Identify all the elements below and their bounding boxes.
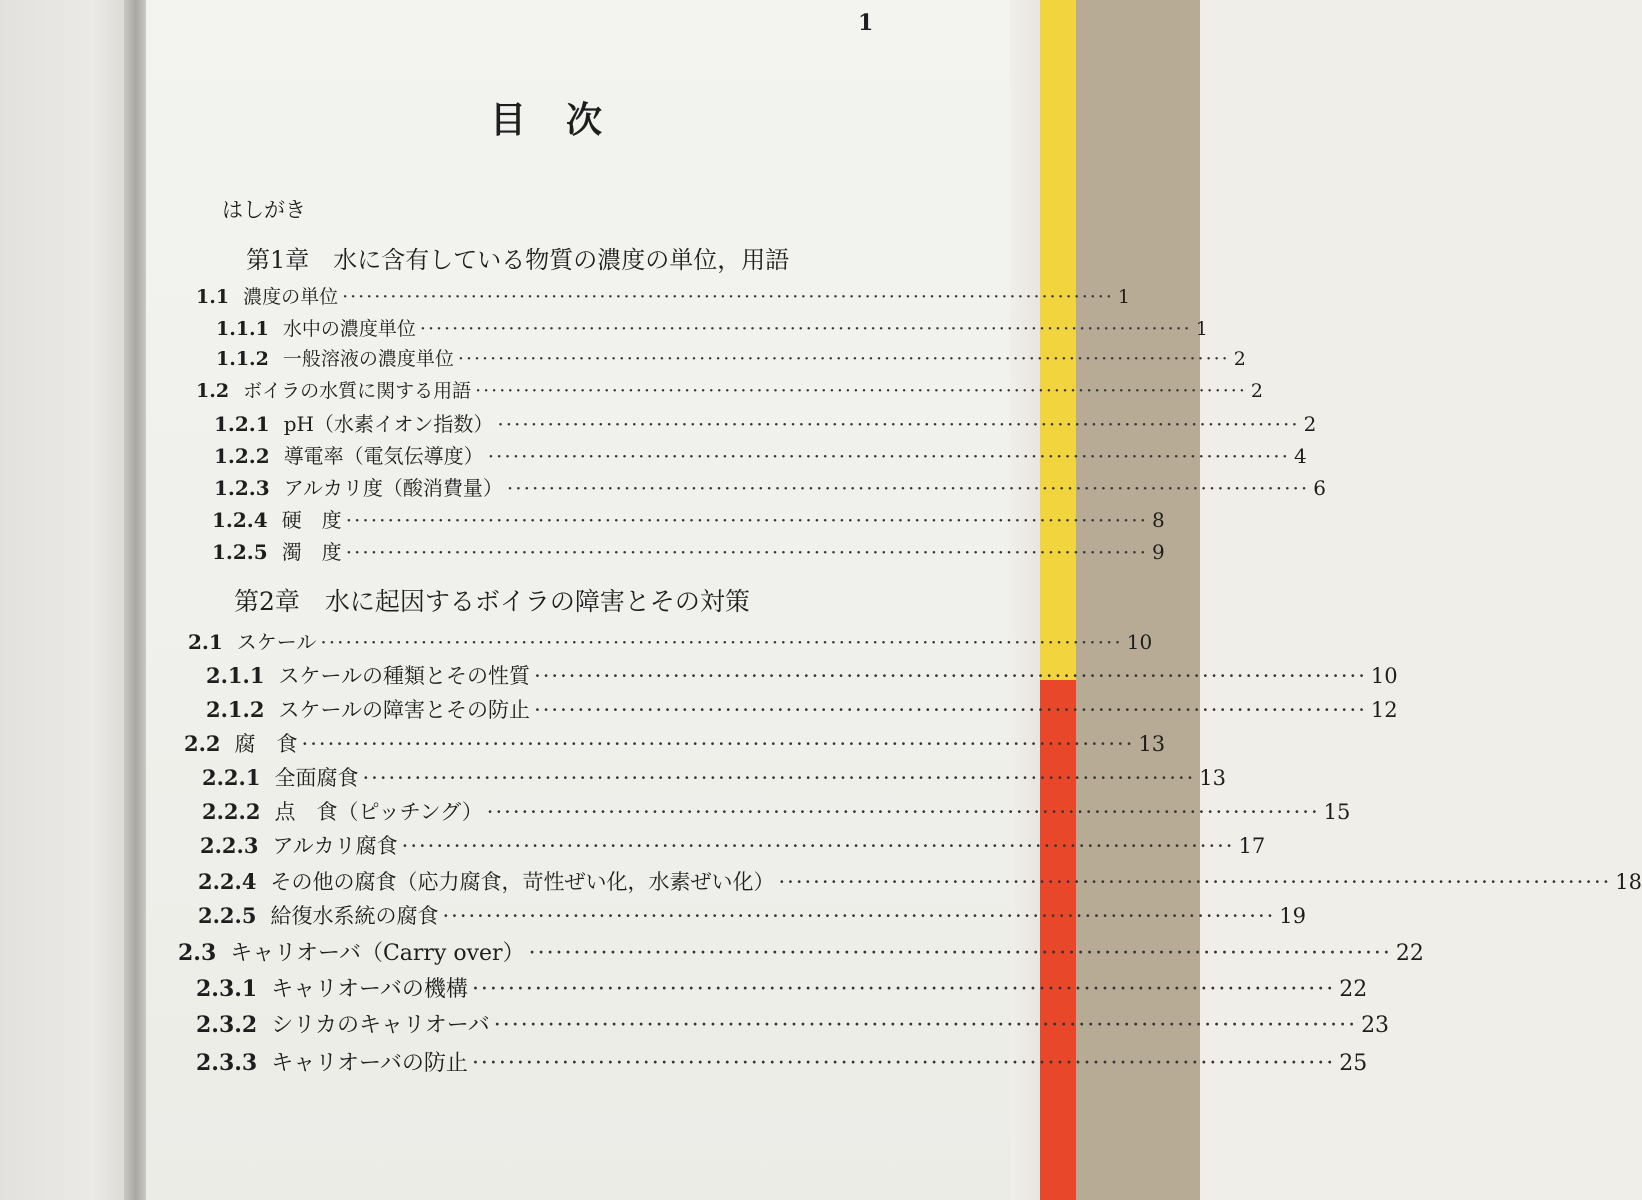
section-number: 2.1.2 [206,697,265,722]
toc-row [196,376,1263,403]
toc-row [200,830,1266,860]
section-title: 一般溶液の濃度単位 [282,348,454,370]
page-ref: 22 [1339,977,1368,1002]
page-ref: 13 [1138,732,1166,756]
dot-leader: ································································································ [345,508,1148,532]
dot-leader: ································································································ [778,870,1612,894]
section-title: 導電率（電気伝導度） [283,444,484,468]
section-number: 2.3.3 [196,1050,258,1076]
toc-row [214,472,1326,501]
toc-row [212,504,1165,533]
page-ref: 10 [1370,664,1398,688]
section-number: 2.3.1 [196,976,258,1002]
chapter-heading: 第2章 水に起因するボイラの障害とその対策 [234,587,750,616]
section-number: 2.2.5 [198,903,257,928]
page-ref: 12 [1370,698,1398,722]
section-title: 腐 食 [234,732,298,756]
toc-row [214,440,1307,469]
section-number: 2.2 [184,731,221,756]
page-number: 1 [858,10,874,36]
page-ref: 2 [1250,380,1263,402]
page-ref: 23 [1361,1013,1390,1038]
section-title: シリカのキャリオーバ [271,1013,490,1038]
section-number: 1.2.4 [212,508,268,532]
section-title: スケールの種類とその性質 [278,664,531,688]
toc-row [196,1046,1368,1077]
dot-leader: ································································································ [486,800,1320,824]
section-number: 2.1 [188,630,223,654]
toc-row [212,536,1165,565]
section-title: アルカリ度（酸消費量） [283,476,503,500]
section-title: 給復水系統の腐食 [270,904,439,928]
toc-row [202,762,1227,792]
page-ref: 15 [1323,800,1351,824]
page-ref: 2 [1233,348,1246,370]
page-ref: 2 [1303,412,1317,436]
dot-leader: ································································································ [457,348,1230,370]
section-title: 硬 度 [281,508,342,532]
dot-leader: ································································································ [534,664,1367,688]
section-number: 2.3.2 [196,1012,258,1038]
chapter-heading: 第1章 水に含有している物質の濃度の単位，用語 [246,246,790,274]
toc-row [206,660,1398,690]
dot-leader: ································································································ [419,318,1192,340]
toc-row [214,408,1317,437]
preface-entry: はしがき [222,198,306,222]
dot-leader: ································································································ [401,834,1235,858]
dot-leader: ································································································ [362,766,1196,790]
page-ref: 8 [1152,508,1165,532]
section-number: 1.2.2 [214,444,270,468]
dot-leader: ································································································ [320,630,1123,654]
toc-row [198,900,1307,930]
toc-row [216,314,1208,341]
page-ref: 10 [1126,630,1153,654]
cover-edge-yellow [1040,0,1076,680]
page-ref: 19 [1279,904,1307,928]
section-number: 2.2.3 [200,833,259,858]
toc-row [188,626,1153,655]
page-ref: 9 [1152,540,1165,564]
section-number: 1.1.2 [216,348,269,370]
dot-leader: ································································································ [506,476,1310,500]
dot-leader: ································································································ [471,1051,1336,1076]
section-title: その他の腐食（応力腐食，苛性ぜい化，水素ぜい化） [270,870,775,894]
dot-leader: ································································································ [345,540,1148,564]
section-number: 1.1 [196,286,230,308]
section-title: 水中の濃度単位 [282,318,416,340]
section-title: キャリオーバ（Carry over） [230,941,525,966]
dot-leader: ································································································ [342,286,1114,308]
section-title: pH（水素イオン指数） [283,412,494,436]
page-ref: 4 [1294,444,1307,468]
left-page [0,0,132,1200]
page-ref: 18 [1615,870,1642,894]
toc-row [196,1008,1390,1039]
page-ref: 22 [1395,941,1424,966]
toc-row [196,972,1368,1003]
section-number: 1.2.3 [214,476,270,500]
section-title: アルカリ腐食 [272,834,398,858]
section-number: 2.2.2 [202,799,261,824]
section-number: 1.1.1 [216,318,269,340]
section-number: 1.2.5 [212,540,268,564]
dot-leader: ································································································ [442,904,1276,928]
toc-row [184,728,1166,758]
section-number: 2.1.1 [206,663,265,688]
toc-row [206,694,1398,724]
section-title: スケールの障害とその防止 [278,698,531,722]
section-number: 1.2 [196,380,230,402]
page-ref: 1 [1117,286,1130,308]
dot-leader: ································································································ [475,380,1247,402]
page-ref: 13 [1199,766,1227,790]
toc-row [196,282,1130,309]
section-title: キャリオーバの防止 [271,1051,468,1076]
section-number: 1.2.1 [214,412,270,436]
section-title: ボイラの水質に関する用語 [243,380,472,402]
dot-leader: ································································································ [528,941,1392,966]
cover-edge-red [1040,680,1076,1200]
dot-leader: ································································································ [493,1013,1358,1038]
toc-row [216,344,1246,371]
toc-row [202,796,1351,826]
section-number: 2.2.1 [202,765,261,790]
page-ref: 1 [1195,318,1208,340]
toc-row [178,936,1424,967]
page-title: 目次 [490,99,643,141]
section-title: スケール [236,630,317,654]
section-number: 2.2.4 [198,869,257,894]
section-number: 2.3 [178,940,217,966]
section-title: 濃度の単位 [243,286,339,308]
section-title: 全面腐食 [274,766,359,790]
page-ref: 25 [1339,1051,1368,1076]
section-title: 濁 度 [281,540,342,564]
toc-row [198,866,1642,896]
dot-leader: ································································································ [471,977,1336,1002]
dot-leader: ································································································ [301,732,1135,756]
dot-leader: ································································································ [487,444,1290,468]
page-ref: 6 [1313,476,1326,500]
page-ref: 17 [1238,834,1266,858]
section-title: 点 食（ピッチング） [274,800,483,824]
dot-leader: ································································································ [497,412,1300,436]
section-title: キャリオーバの機構 [271,977,468,1002]
dot-leader: ································································································ [534,698,1367,722]
